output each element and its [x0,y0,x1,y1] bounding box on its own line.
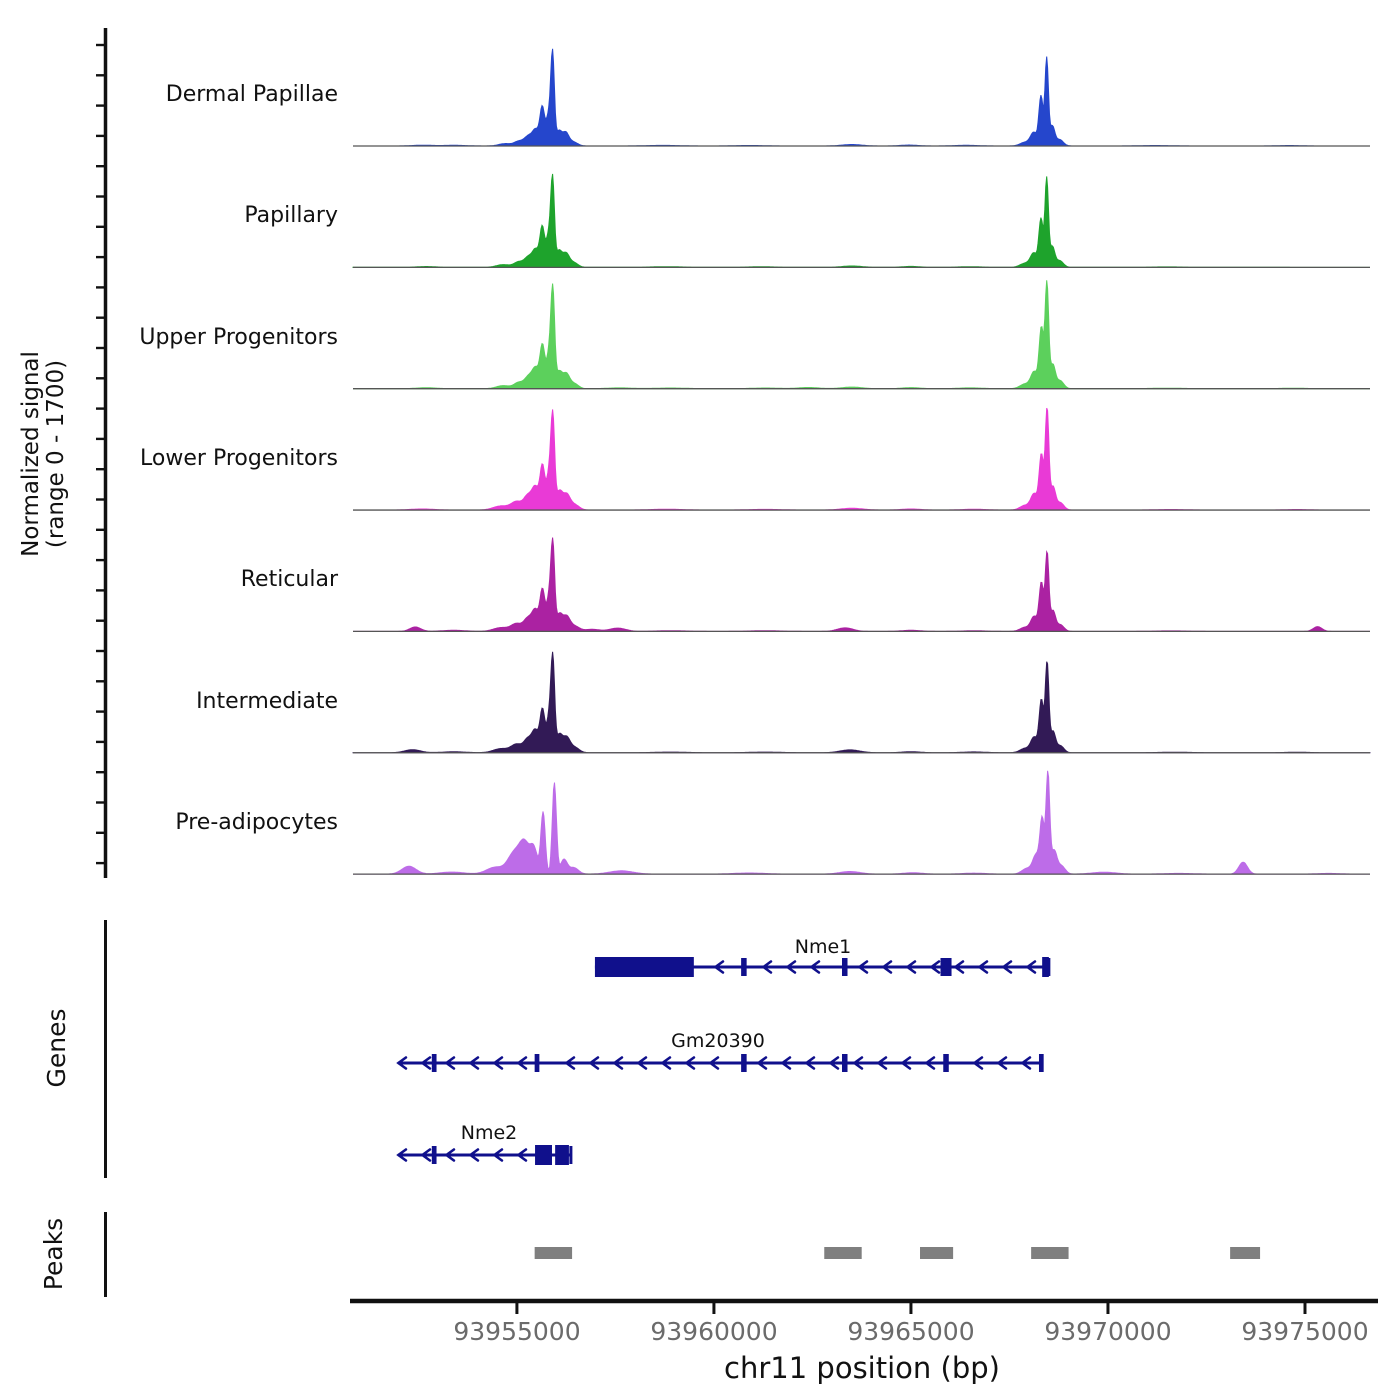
signal-area-1 [353,174,1370,268]
peaks-section-label: Peaks [39,1217,68,1291]
track-label-pre-adipocytes: Pre-adipocytes [175,810,338,835]
genes-section-label: Genes [42,1008,71,1088]
signal-area-3 [353,408,1370,510]
peak-box-4 [1230,1247,1260,1259]
signal-area-2 [353,280,1370,388]
y-axis-label-line2: (range 0 - 1700) [43,359,69,549]
gene-thick-box-Nme2 [535,1145,552,1165]
x-tick-label-93970000: 93970000 [1044,1317,1172,1346]
gene-label-nme1: Nme1 [794,936,852,958]
x-tick-label-93965000: 93965000 [847,1317,975,1346]
track-label-lower-progenitors: Lower Progenitors [140,446,338,471]
gene-exon-Gm20390 [741,1054,747,1072]
signal-area-0 [353,49,1370,146]
gene-thick-box-Nme1 [595,957,694,977]
gene-exon-Gm20390 [842,1054,848,1072]
signal-area-4 [353,538,1370,632]
track-label-upper-progenitors: Upper Progenitors [139,325,338,350]
x-axis-title: chr11 position (bp) [724,1351,1000,1385]
gene-exon-Gm20390 [535,1054,540,1072]
gene-exon-Nme1 [941,958,952,976]
peak-box-2 [920,1247,953,1259]
signal-area-5 [353,652,1370,753]
gene-thick-box-Nme2 [555,1145,569,1165]
gene-exon-Nme2 [432,1146,437,1164]
signal-area-6 [353,771,1370,874]
track-label-papillary: Papillary [244,203,338,228]
x-tick-label-93955000: 93955000 [453,1317,581,1346]
gene-label-nme2: Nme2 [460,1122,518,1144]
gene-exon-Gm20390 [432,1054,437,1072]
signal-tracks-layer [353,49,1370,874]
peak-box-3 [1031,1247,1068,1259]
gene-label-gm20390: Gm20390 [671,1030,765,1052]
track-label-intermediate: Intermediate [196,689,338,714]
peaks-layer [535,1247,1260,1259]
peak-box-1 [824,1247,861,1259]
x-tick-label-93975000: 93975000 [1241,1317,1369,1346]
x-tick-label-93960000: 93960000 [650,1317,778,1346]
y-axis-label-line1: Normalized signal [18,351,44,557]
track-label-dermal-papillae: Dermal Papillae [165,82,338,107]
gene-exon-Nme1 [741,958,747,976]
peak-box-0 [535,1247,572,1259]
track-label-reticular: Reticular [240,567,338,592]
gene-exon-Gm20390 [943,1054,949,1072]
gene-exon-Nme1 [842,958,848,976]
